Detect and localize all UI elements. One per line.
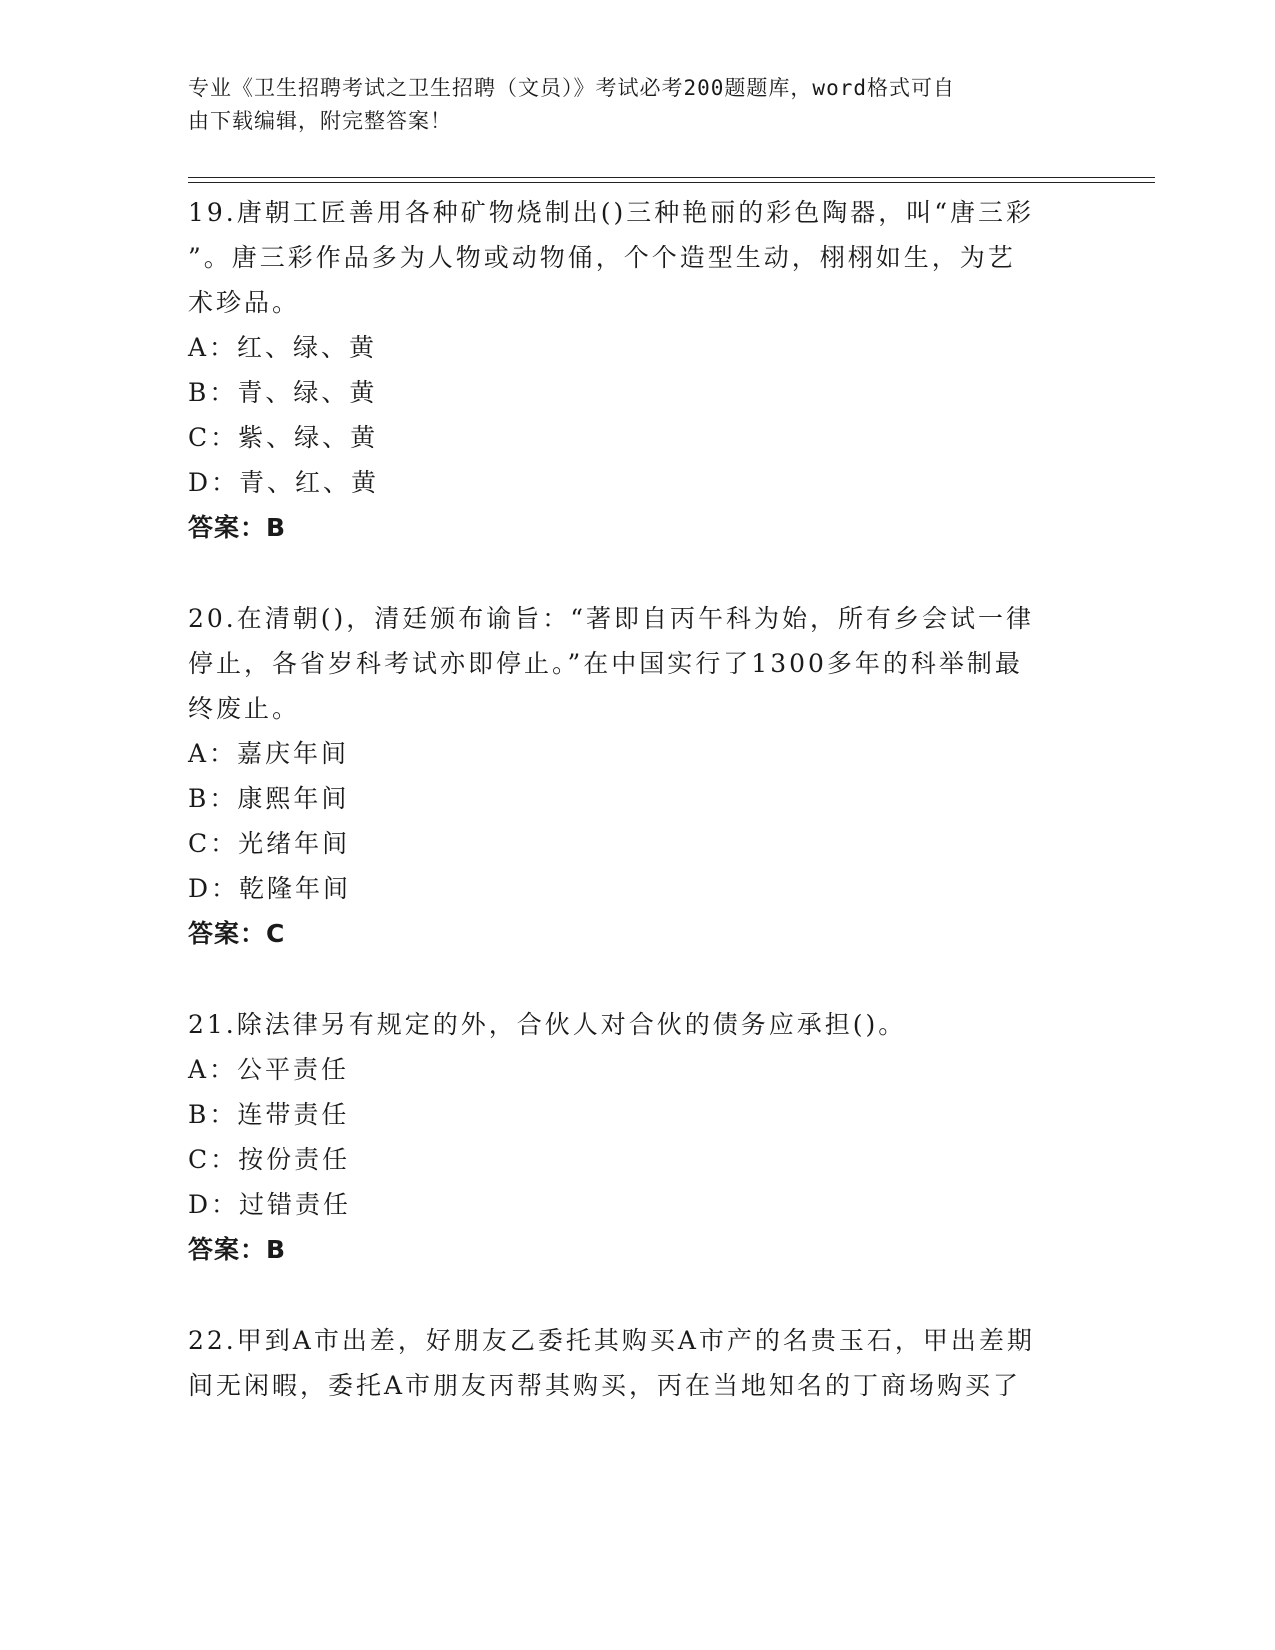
question-text-line: 间无闲暇，委托A市朋友丙帮其购买，丙在当地知名的丁商场购买了 <box>188 1371 1022 1400</box>
question-text-line: 20.在清朝()，清廷颁布谕旨：“著即自丙午科为始，所有乡会试一律 <box>188 604 1035 633</box>
question-spacer <box>188 956 1078 1002</box>
option-d: D：乾隆年间 <box>188 874 352 903</box>
option-a: A：公平责任 <box>188 1055 350 1084</box>
question-text-line: 19.唐朝工匠善用各种矿物烧制出()三种艳丽的彩色陶器，叫“唐三彩 <box>188 198 1035 227</box>
option-c: C：按份责任 <box>188 1145 351 1174</box>
question-19 <box>188 190 1078 550</box>
option-b: B：康熙年间 <box>188 784 350 813</box>
header-line-2: 由下载编辑，附完整答案！ <box>188 109 452 133</box>
question-text-line: 22.甲到A市出差，好朋友乙委托其购买A市产的名贵玉石，甲出差期 <box>188 1326 1035 1355</box>
option-a: A：红、绿、黄 <box>188 333 378 362</box>
question-text-line: 终废止。 <box>188 694 301 723</box>
header-line-1: 专业《卫生招聘考试之卫生招聘（文员）》考试必考200题题库，word格式可自 <box>188 76 955 100</box>
question-spacer <box>188 1272 1078 1318</box>
option-c: C：紫、绿、黄 <box>188 423 379 452</box>
question-22 <box>188 1318 1078 1408</box>
option-b: B：连带责任 <box>188 1100 350 1129</box>
option-d: D：过错责任 <box>188 1190 352 1219</box>
question-text-line: 停止，各省岁科考试亦即停止。”在中国实行了1300多年的科举制最 <box>188 649 1023 678</box>
answer-label: 答案：B <box>188 513 287 542</box>
option-c: C：光绪年间 <box>188 829 351 858</box>
option-d: D：青、红、黄 <box>188 468 380 497</box>
question-20 <box>188 596 1078 956</box>
question-21 <box>188 1002 1078 1272</box>
question-text-line: 术珍品。 <box>188 288 301 317</box>
questions-list <box>188 190 1078 1408</box>
answer-label: 答案：B <box>188 1235 287 1264</box>
document-header <box>188 72 1078 138</box>
question-text-line: ”。唐三彩作品多为人物或动物俑，个个造型生动，栩栩如生，为艺 <box>188 243 1016 272</box>
question-text-line: 21.除法律另有规定的外，合伙人对合伙的债务应承担()。 <box>188 1010 907 1039</box>
option-a: A：嘉庆年间 <box>188 739 350 768</box>
option-b: B：青、绿、黄 <box>188 378 378 407</box>
answer-label: 答案：C <box>188 919 286 948</box>
question-spacer <box>188 550 1078 596</box>
header-divider-top <box>188 177 1155 178</box>
header-divider-bottom <box>188 182 1155 183</box>
